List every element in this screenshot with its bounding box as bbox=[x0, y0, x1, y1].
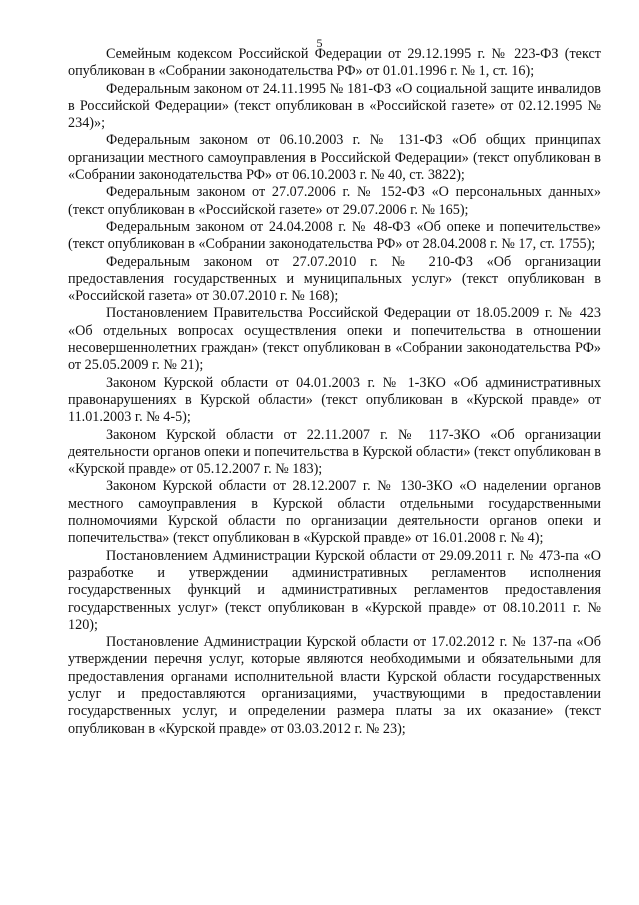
paragraph-law-210fz: Федеральным законом от 27.07.2010 г. № 210-ФЗ «Об организации предоставления государственных и муниципальных услуг» (текст опубликован в «Российской газета» от 30.07.2010 г. № 168); bbox=[68, 253, 601, 305]
paragraph-law-152fz: Федеральным законом от 27.07.2006 г. № 152-ФЗ «О персональных данных» (текст опубликован в «Российской газете» от 29.07.2006 г. № 165); bbox=[68, 184, 601, 218]
paragraph-family-code: Семейным кодексом Российской Федерации от 29.12.1995 г. № 223-ФЗ (текст опубликован в «Собрании законодательства РФ» от 01.01.1996 г. № 1, ст. 16); bbox=[68, 46, 601, 80]
paragraph-administration-resolution-473: Постановлением Администрации Курской области от 29.09.2011 г. № 473-па «О разработке и утверждении административных регламентов исполнения государственных функций и административных регламентов предоставления государственных услуг» (текст опубликован в «Курской правде» от 08.10.2011 г. № 120); bbox=[68, 547, 601, 633]
document-body bbox=[68, 46, 601, 738]
page-number: 5 bbox=[316, 36, 323, 50]
paragraph-kursk-law-1zko: Законом Курской области от 04.01.2003 г. № 1-ЗКО «Об административных правонарушениях в Курской области» (текст опубликован в «Курской правде» от 11.01.2003 г. № 4-5); bbox=[68, 374, 601, 426]
paragraph-administration-resolution-137: Постановление Администрации Курской области от 17.02.2012 г. № 137-па «Об утверждении перечня услуг, которые являются необходимыми и обязательными для предоставления органами исполнительной власти Курской области государственных услуг и предоставляются организациями, участвующими в предоставлении государственных услуг, и определении размера платы за их оказание» (текст опубликован в «Курской правде» от 03.03.2012 г. № 23); bbox=[68, 634, 601, 737]
paragraph-law-48fz: Федеральным законом от 24.04.2008 г. № 48-ФЗ «Об опеке и попечительстве» (текст опубликован в «Собрании законодательства РФ» от 28.04.2008 г. № 17, ст. 1755); bbox=[68, 218, 601, 253]
paragraph-kursk-law-117zko: Законом Курской области от 22.11.2007 г. № 117-ЗКО «Об организации деятельности органов опеки и попечительства в Курской области» (текст опубликован в «Курской правде» от 05.12.2007 г. № 183); bbox=[68, 426, 601, 478]
paragraph-government-resolution-423: Постановлением Правительства Российской Федерации от 18.05.2009 г. № 423 «Об отдельных вопросах осуществления опеки и попечительства в отношении несовершеннолетних граждан» (текст опубликован в «Собрании законодательства РФ» от 25.05.2009 г. № 21); bbox=[68, 305, 601, 374]
paragraph-law-131fz: Федеральным законом от 06.10.2003 г. № 131-ФЗ «Об общих принципах организации местного самоуправления в Российской Федерации» (текст опубликован в «Собрании законодательства РФ» от 06.10.2003 г. № 40, ст. 3822); bbox=[68, 132, 601, 184]
paragraph-kursk-law-130zko: Законом Курской области от 28.12.2007 г. № 130-ЗКО «О наделении органов местного самоуправления в Курской области отдельными государственными полномочиями Курской области по организации деятельности органов опеки и попечительства» (текст опубликован в «Курской правде» от 16.01.2008 г. № 4); bbox=[68, 478, 601, 547]
paragraph-law-181fz: Федеральным законом от 24.11.1995 № 181-ФЗ «О социальной защите инвалидов в Российской Федерации» (текст опубликован в «Российской газете» от 02.12.1995 № 234)»; bbox=[68, 80, 601, 132]
